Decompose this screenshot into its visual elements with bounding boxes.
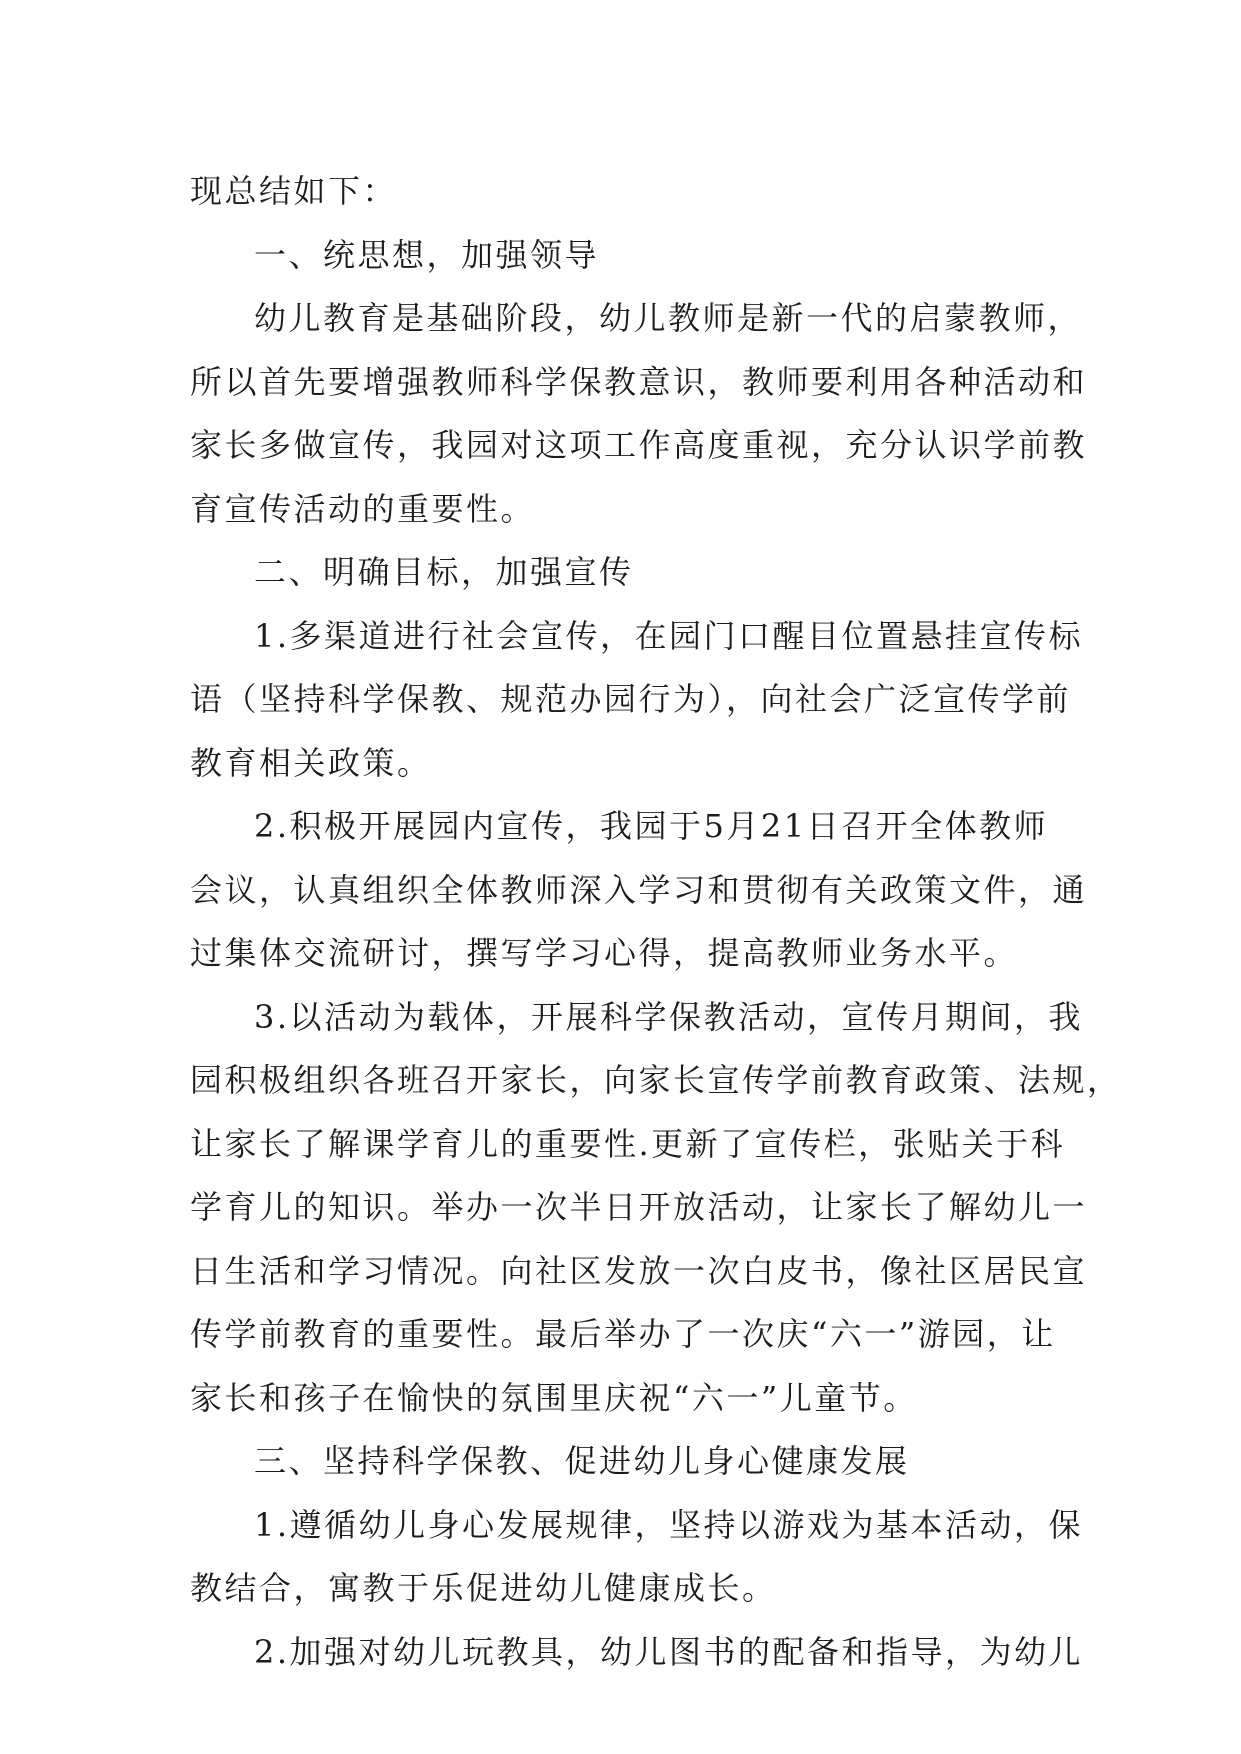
section-heading: 三、坚持科学保教、促进幼儿身心健康发展 — [254, 1442, 910, 1480]
text-line: 2.积极开展园内宣传，我园于5月21日召开全体教师 — [254, 807, 1049, 845]
text-line: 1.多渠道进行社会宣传，在园门口醒目位置悬挂宣传标 — [254, 616, 1084, 655]
text-line: 让家长了解课学育儿的重要性.更新了宣传栏，张贴关于科 — [190, 1124, 1066, 1163]
text-line: 园积极组织各班召开家长，向家长宣传学前教育政策、法规， — [190, 1061, 1122, 1099]
text-line: 1.遵循幼儿身心发展规律，坚持以游戏为基本活动，保 — [254, 1505, 1084, 1544]
document-body — [190, 160, 1122, 1684]
text-line: 日生活和学习情况。向社区发放一次白皮书，像社区居民宣 — [190, 1251, 1088, 1290]
text-line: 所以首先要增强教师科学保教意识，教师要利用各种活动和 — [190, 362, 1088, 401]
text-line: 语（坚持科学保教、规范办园行为），向社会广泛宣传学前 — [190, 680, 1072, 718]
text-line: 幼儿教育是基础阶段，幼儿教师是新一代的启蒙教师， — [254, 299, 1083, 337]
text-line: 家长多做宣传，我园对这项工作高度重视，充分认识学前教 — [190, 426, 1088, 464]
section-heading: 一、统思想，加强领导 — [254, 235, 600, 274]
text-line: 会议，认真组织全体教师深入学习和贯彻有关政策文件，通 — [190, 870, 1088, 909]
text-line: 2.加强对幼儿玩教具，幼儿图书的配备和指导，为幼儿 — [254, 1632, 1084, 1671]
text-line: 学育儿的知识。举办一次半日开放活动，让家长了解幼儿一 — [190, 1188, 1088, 1226]
text-line: 过集体交流研讨，撰写学习心得，提高教师业务水平。 — [190, 934, 1019, 972]
text-line: 家长和孩子在愉快的氛围里庆祝“六一”儿童节。 — [190, 1378, 918, 1417]
text-line: 教结合，寓教于乐促进幼儿健康成长。 — [190, 1569, 777, 1607]
text-line: 传学前教育的重要性。最后举办了一次庆“六一”游园，让 — [190, 1315, 1056, 1353]
text-line: 教育相关政策。 — [190, 743, 432, 782]
section-heading: 二、明确目标，加强宣传 — [254, 553, 634, 591]
text-line: 3.以活动为载体，开展科学保教活动，宣传月期间，我 — [254, 997, 1084, 1036]
text-line: 育宣传活动的重要性。 — [190, 489, 536, 528]
text-line: 现总结如下： — [190, 172, 398, 210]
